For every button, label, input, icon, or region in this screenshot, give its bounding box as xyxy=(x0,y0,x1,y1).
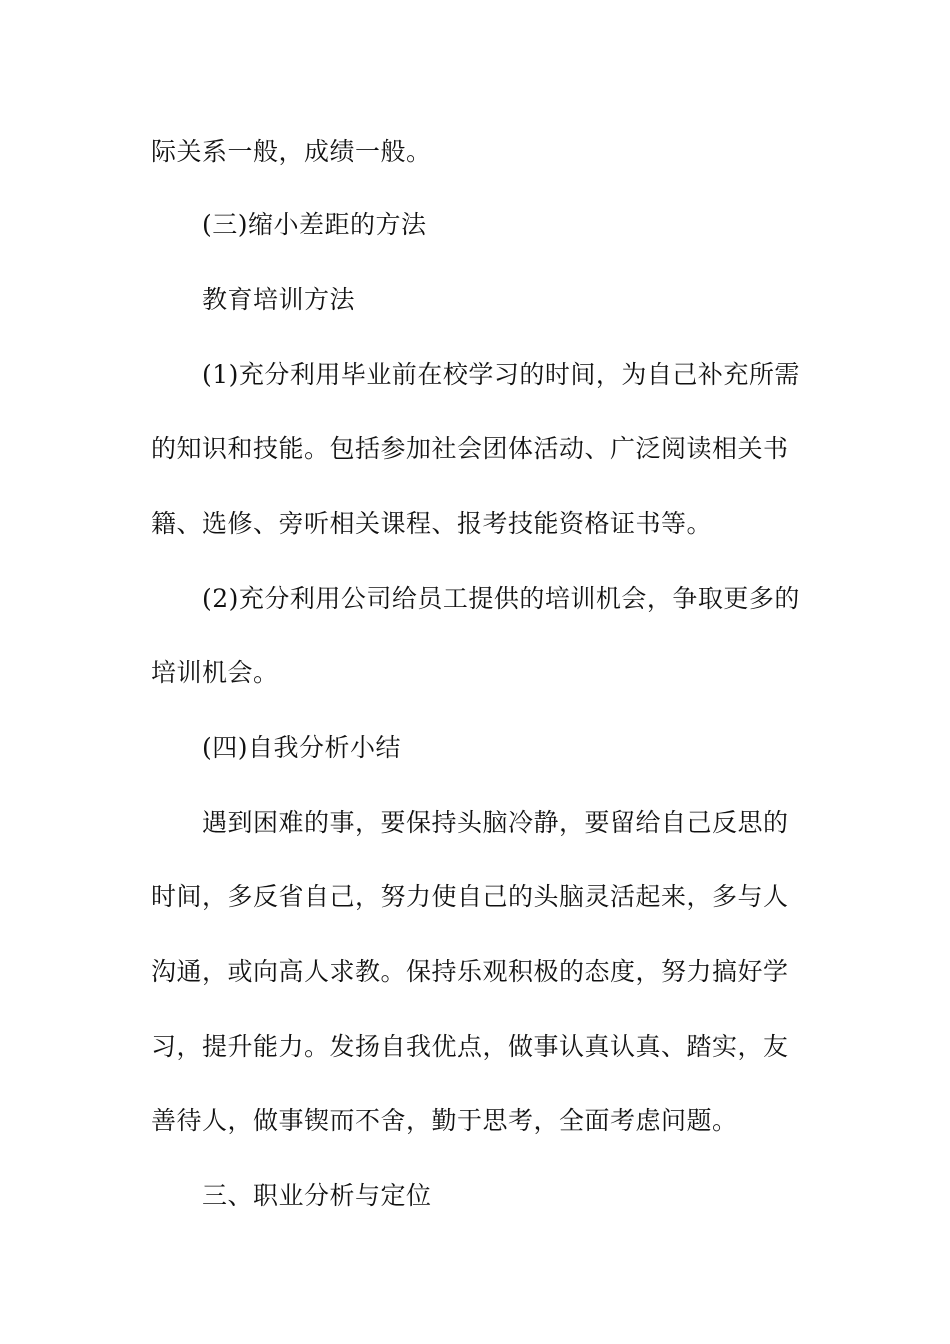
text-line: 沟通，或向高人求教。保持乐观积极的态度，努力搞好学 xyxy=(151,957,789,986)
section-heading: (三)缩小差距的方法 xyxy=(202,210,427,239)
text-line: 习，提升能力。发扬自我优点，做事认真认真、踏实，友 xyxy=(151,1032,789,1061)
text-line: 时间，多反省自己，努力使自己的头脑灵活起来，多与人 xyxy=(151,882,789,911)
text-line: 籍、选修、旁听相关课程、报考技能资格证书等。 xyxy=(151,509,713,538)
text-line: 际关系一般，成绩一般。 xyxy=(151,137,432,166)
text-line: 的知识和技能。包括参加社会团体活动、广泛阅读相关书 xyxy=(151,434,789,463)
text-line: (1)充分利用毕业前在校学习的时间，为自己补充所需 xyxy=(202,360,800,389)
subsection-heading: 教育培训方法 xyxy=(202,285,356,314)
text-line: 善待人，做事锲而不舍，勤于思考，全面考虑问题。 xyxy=(151,1106,738,1135)
chapter-heading: 三、职业分析与定位 xyxy=(202,1181,432,1210)
text-line: (2)充分利用公司给员工提供的培训机会，争取更多的 xyxy=(202,584,800,613)
section-heading: (四)自我分析小结 xyxy=(202,733,402,762)
text-line: 遇到困难的事，要保持头脑冷静，要留给自己反思的 xyxy=(202,808,789,837)
text-line: 培训机会。 xyxy=(151,658,279,687)
